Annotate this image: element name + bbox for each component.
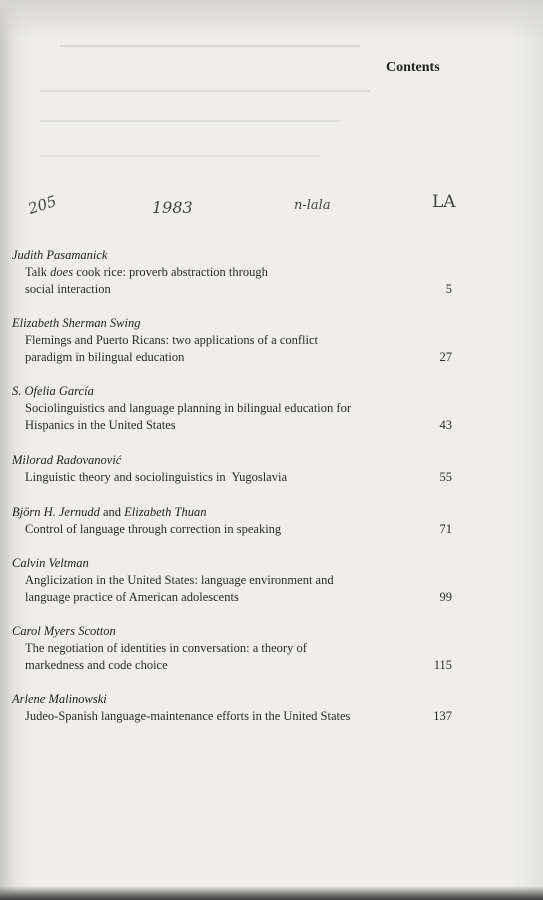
handwritten-mark: 205 (25, 192, 59, 218)
page-top-shadow (0, 0, 543, 40)
show-through-line (40, 155, 320, 157)
entry-title (12, 640, 452, 674)
toc-entry (12, 555, 452, 606)
entry-author-second: Elizabeth Thuan (124, 505, 207, 519)
entry-title-line: Linguistic theory and sociolinguistics in Yugoslavia (25, 470, 288, 484)
entry-page-number: 27 (439, 350, 452, 364)
entry-author: Carol Myers Scotton (12, 624, 116, 638)
entry-author: Judith Pasamanick (12, 248, 108, 262)
entry-title (12, 264, 452, 298)
entry-author-join: and (102, 505, 122, 519)
page-bottom-edge (0, 886, 543, 900)
handwritten-mark: LA (432, 192, 456, 212)
entry-title-line: The negotiation of identities in conversation: a theory of (25, 641, 307, 655)
show-through-line (60, 45, 360, 47)
entry-author (12, 504, 452, 521)
toc-entry (12, 247, 452, 298)
toc-entry (12, 452, 452, 486)
entry-title-line: language practice of American adolescents (25, 590, 239, 604)
toc-entry (12, 504, 452, 538)
entry-author: S. Ofelia García (12, 384, 94, 398)
toc-entry (12, 315, 452, 366)
entry-title (12, 521, 452, 538)
entry-author-first: Björn H. Jernudd (12, 505, 100, 519)
show-through-line (40, 90, 370, 92)
entry-title-line: Judeo-Spanish language-maintenance efforts in the United States (25, 709, 351, 723)
entry-title-line: Sociolinguistics and language planning in bilingual education for (25, 401, 351, 415)
entry-page-number: 43 (439, 418, 452, 432)
entry-title-line: Hispanics in the United States (25, 418, 176, 432)
entry-title (12, 469, 452, 486)
entry-title-line: paradigm in bilingual education (25, 350, 185, 364)
entry-author: Calvin Veltman (12, 556, 89, 570)
entry-title-line: Anglicization in the United States: language environment and (25, 573, 334, 587)
handwritten-mark: n-lala (294, 198, 331, 213)
entry-author: Milorad Radovanović (12, 453, 122, 467)
page-title: Contents (386, 60, 440, 75)
handwritten-mark: 1983 (152, 198, 193, 217)
entry-page-number: 99 (439, 590, 452, 604)
entry-title (12, 332, 452, 366)
entry-page-number: 115 (433, 658, 452, 672)
toc-entry (12, 691, 452, 725)
entry-title (12, 572, 452, 606)
entry-author: Elizabeth Sherman Swing (12, 316, 141, 330)
show-through-line (40, 120, 340, 122)
entry-title (12, 400, 452, 434)
entry-title-line: Flemings and Puerto Ricans: two applications of a conflict (25, 333, 318, 347)
entry-author: Arlene Malinowski (12, 692, 107, 706)
entry-title-line: Control of language through correction in speaking (25, 522, 282, 536)
entry-title-line: markedness and code choice (25, 658, 168, 672)
entry-page-number: 71 (439, 522, 452, 536)
toc-entry (12, 623, 452, 674)
entry-title-line: Talk does cook rice: proverb abstraction through (25, 265, 268, 279)
entry-page-number: 5 (445, 282, 452, 296)
entry-page-number: 137 (433, 709, 452, 723)
entry-page-number: 55 (439, 470, 452, 484)
toc-entry (12, 383, 452, 434)
entry-title (12, 708, 452, 725)
entry-title-line: social interaction (25, 282, 111, 296)
